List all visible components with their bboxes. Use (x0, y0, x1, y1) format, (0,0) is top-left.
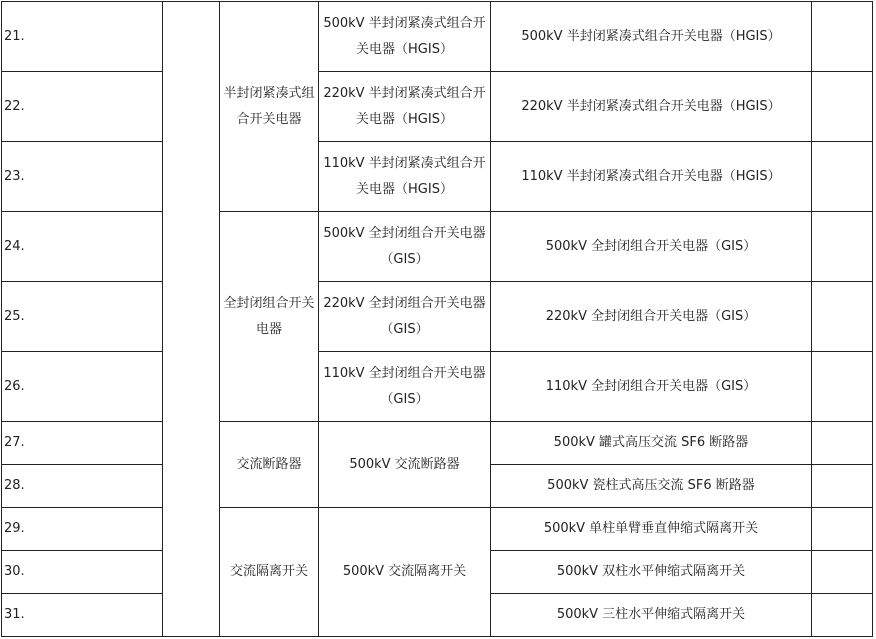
row-number: 30. (2, 551, 163, 594)
blank-cell (812, 2, 873, 72)
name-cell: 500kV 单柱单臂垂直伸缩式隔离开关 (491, 508, 812, 551)
row-number: 26. (2, 352, 163, 422)
model-cell: 500kV 交流隔离开关 (319, 508, 491, 637)
name-cell: 220kV 全封闭组合开关电器（GIS） (491, 282, 812, 352)
row-number: 21. (2, 2, 163, 72)
table-row (2, 422, 873, 465)
blank-cell (812, 551, 873, 594)
name-cell: 500kV 双柱水平伸缩式隔离开关 (491, 551, 812, 594)
table-row (2, 352, 873, 422)
table-row (2, 282, 873, 352)
table-row (2, 142, 873, 212)
model-cell: 500kV 交流断路器 (319, 422, 491, 508)
row-number: 25. (2, 282, 163, 352)
model-cell: 500kV 半封闭紧凑式组合开关电器（HGIS） (319, 2, 491, 72)
name-cell: 110kV 全封闭组合开关电器（GIS） (491, 352, 812, 422)
category-cell: 交流隔离开关 (220, 508, 319, 637)
table-row (2, 212, 873, 282)
row-number: 31. (2, 594, 163, 637)
blank-cell (812, 72, 873, 142)
blank-cell (163, 2, 220, 637)
row-number: 27. (2, 422, 163, 465)
blank-cell (812, 352, 873, 422)
blank-cell (812, 212, 873, 282)
category-cell: 半封闭紧凑式组合开关电器 (220, 2, 319, 212)
name-cell: 110kV 半封闭紧凑式组合开关电器（HGIS） (491, 142, 812, 212)
blank-cell (812, 508, 873, 551)
name-cell: 500kV 瓷柱式高压交流 SF6 断路器 (491, 465, 812, 508)
row-number: 29. (2, 508, 163, 551)
row-number: 28. (2, 465, 163, 508)
table-row (2, 72, 873, 142)
model-cell: 500kV 全封闭组合开关电器（GIS） (319, 212, 491, 282)
equipment-table (1, 1, 873, 637)
category-cell: 交流断路器 (220, 422, 319, 508)
row-number: 23. (2, 142, 163, 212)
table-row (2, 508, 873, 551)
table-row (2, 2, 873, 72)
blank-cell (812, 282, 873, 352)
name-cell: 500kV 半封闭紧凑式组合开关电器（HGIS） (491, 2, 812, 72)
category-cell: 全封闭组合开关电器 (220, 212, 319, 422)
blank-cell (812, 465, 873, 508)
model-cell: 110kV 半封闭紧凑式组合开关电器（HGIS） (319, 142, 491, 212)
name-cell: 220kV 半封闭紧凑式组合开关电器（HGIS） (491, 72, 812, 142)
blank-cell (812, 594, 873, 637)
blank-cell (812, 422, 873, 465)
name-cell: 500kV 三柱水平伸缩式隔离开关 (491, 594, 812, 637)
model-cell: 110kV 全封闭组合开关电器（GIS） (319, 352, 491, 422)
name-cell: 500kV 罐式高压交流 SF6 断路器 (491, 422, 812, 465)
row-number: 22. (2, 72, 163, 142)
blank-cell (812, 142, 873, 212)
model-cell: 220kV 全封闭组合开关电器（GIS） (319, 282, 491, 352)
row-number: 24. (2, 212, 163, 282)
model-cell: 220kV 半封闭紧凑式组合开关电器（HGIS） (319, 72, 491, 142)
name-cell: 500kV 全封闭组合开关电器（GIS） (491, 212, 812, 282)
